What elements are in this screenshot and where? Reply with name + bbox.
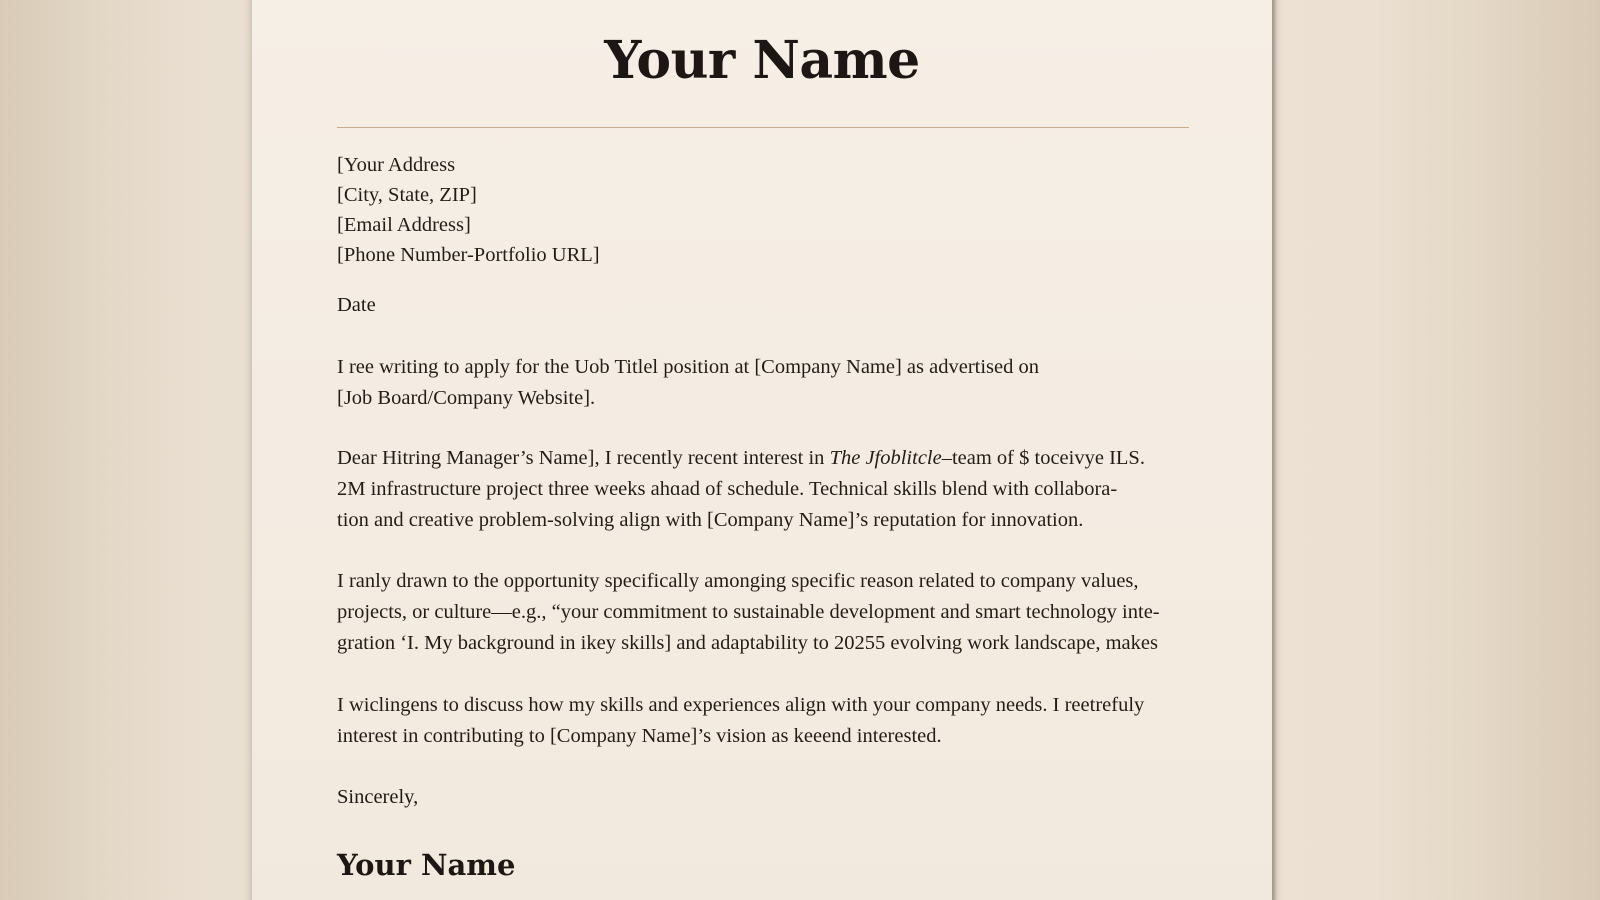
paragraph-closing-statement [337, 690, 1217, 752]
header-name: Your Name [604, 30, 920, 91]
paragraph-text: Dear Hitring Manager’s Name], I recently recent interest in [337, 447, 830, 469]
paragraph-line: I wiclingens to discuss how my skills and experiences align with your company needs. I reetrefuly [337, 694, 1145, 716]
paragraph-line: interest in contributing to [Company Name]’s vision as keeend interested. [337, 725, 942, 747]
letter-page [252, 0, 1272, 900]
paragraph-italic-text: The Jfoblitcle [829, 447, 942, 469]
paragraph-line: 2M infrastructure project three weeks ahɑad of schedule. Technical skills blend with collabora- [337, 478, 1118, 500]
paragraph-line [337, 443, 1217, 474]
paragraph-intro [337, 352, 1217, 414]
address-line: [Your Address [337, 154, 456, 176]
closing-salutation: Sincerely, [337, 786, 419, 808]
paragraph-experience [337, 443, 1217, 536]
sender-address-block [337, 150, 600, 270]
paragraph-line: projects, or culture—e.g., “your commitment to sustainable development and smart technology inte- [337, 601, 1160, 623]
paragraph-motivation [337, 566, 1217, 659]
phone-portfolio-line: [Phone Number-Portfolio URL] [337, 244, 600, 266]
city-state-zip-line: [City, State, ZIP] [337, 184, 477, 206]
letter-date: Date [337, 294, 376, 316]
email-line: [Email Address] [337, 214, 471, 236]
paragraph-line: I ree writing to apply for the Uob Titlel position at [Company Name] as advertised on [337, 356, 1039, 378]
paragraph-line: I ranly drawn to the opportunity specifically amonging specific reason related to company values, [337, 570, 1139, 592]
header-divider [337, 127, 1189, 128]
paragraph-line: gration ‘I. My background in ikey skills] and adaptability to 20255 evolving work landscape, makes [337, 632, 1158, 654]
paragraph-line: tion and creative problem-solving align with [Company Name]’s reputation for innovation. [337, 509, 1084, 531]
paragraph-text: –team of $ toceivye ILS. [941, 447, 1145, 469]
signature-name: Your Name [337, 848, 516, 882]
paragraph-line: [Job Board/Company Website]. [337, 387, 596, 409]
background-shading [90, 0, 250, 900]
